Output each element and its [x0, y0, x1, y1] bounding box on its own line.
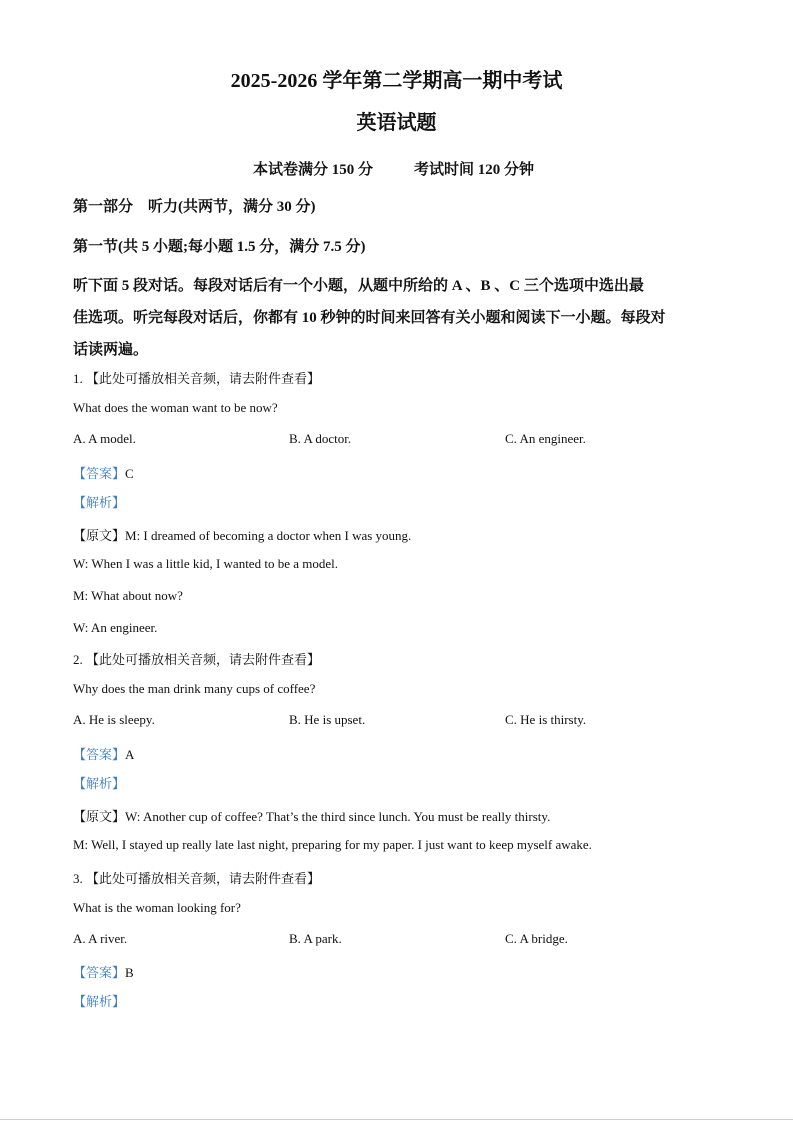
- transcript-text: M: I dreamed of becoming a doctor when I was young.: [125, 528, 412, 543]
- question-text: What does the woman want to be now?: [73, 400, 278, 415]
- analysis-label: 【解析】: [73, 776, 126, 791]
- answer-label: 【答案】: [73, 747, 126, 762]
- time-info: 考试时间 120 分钟: [414, 162, 535, 178]
- question-number: 3.: [73, 871, 83, 886]
- answer-value: B: [125, 965, 134, 980]
- part-heading: 第一部分 听力(共两节，满分 30 分): [73, 199, 316, 215]
- option-c: C. He is thirsty.: [505, 712, 587, 727]
- transcript-line: [73, 806, 550, 825]
- option-b: B. He is upset.: [289, 712, 366, 727]
- transcript-line: [73, 525, 411, 544]
- question-number: 2.: [73, 652, 83, 667]
- answer-line: [73, 744, 134, 763]
- question-audio-note: [73, 649, 320, 668]
- question-number: 1.: [73, 371, 83, 386]
- instructions-line-2: 佳选项。听完每段对话后，你都有 10 秒钟的时间来回答有关小题和阅读下一小题。每段对: [73, 310, 666, 326]
- option-b: B. A doctor.: [289, 431, 352, 446]
- question-audio-note: [73, 368, 320, 387]
- option-c: C. An engineer.: [505, 431, 586, 446]
- exam-title: 2025-2026 学年第二学期高一期中考试: [230, 70, 563, 92]
- answer-label: 【答案】: [73, 965, 126, 980]
- answer-label: 【答案】: [73, 466, 126, 481]
- score-info: 本试卷满分 150 分: [253, 162, 374, 178]
- question-audio-note: [73, 868, 320, 887]
- transcript-line: W: An engineer.: [73, 620, 158, 635]
- transcript-line: M: What about now?: [73, 588, 183, 603]
- instructions-line-3: 话读两遍。: [73, 342, 149, 358]
- option-a: A. A river.: [73, 931, 128, 946]
- option-a: A. A model.: [73, 431, 136, 446]
- audio-note[interactable]: 【此处可播放相关音频，请去附件查看】: [86, 371, 321, 386]
- transcript-label: 【原文】: [73, 809, 126, 824]
- analysis-label: 【解析】: [73, 994, 126, 1009]
- section-heading: 第一节(共 5 小题;每小题 1.5 分，满分 7.5 分): [73, 239, 366, 255]
- question-text: Why does the man drink many cups of coffee?: [73, 681, 316, 696]
- audio-note[interactable]: 【此处可播放相关音频，请去附件查看】: [86, 871, 321, 886]
- transcript-line: W: When I was a little kid, I wanted to be a model.: [73, 556, 338, 571]
- answer-value: A: [125, 747, 135, 762]
- page-divider: [0, 1119, 793, 1120]
- question-text: What is the woman looking for?: [73, 900, 241, 915]
- option-a: A. He is sleepy.: [73, 712, 155, 727]
- transcript-text: W: Another cup of coffee? That’s the third since lunch. You must be really thirsty.: [125, 809, 551, 824]
- analysis-label: 【解析】: [73, 495, 126, 510]
- answer-value: C: [125, 466, 134, 481]
- answer-line: [73, 463, 134, 482]
- transcript-label: 【原文】: [73, 528, 126, 543]
- transcript-line: M: Well, I stayed up really late last night, preparing for my paper. I just want to keep myself awake.: [73, 837, 592, 852]
- audio-note[interactable]: 【此处可播放相关音频，请去附件查看】: [86, 652, 321, 667]
- option-b: B. A park.: [289, 931, 342, 946]
- answer-line: [73, 962, 134, 981]
- instructions-line-1: 听下面 5 段对话。每段对话后有一个小题，从题中所给的 A 、B 、C 三个选项中选出最: [73, 278, 644, 294]
- option-c: C. A bridge.: [505, 931, 568, 946]
- exam-subject: 英语试题: [356, 112, 437, 134]
